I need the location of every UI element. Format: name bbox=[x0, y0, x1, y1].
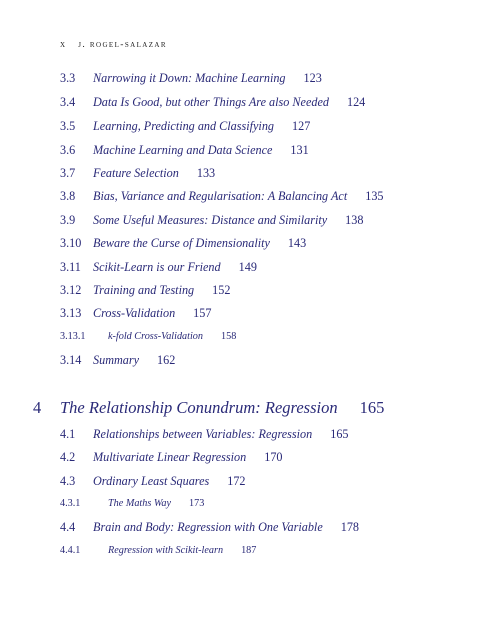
toc-entry-3-12[interactable] bbox=[60, 283, 230, 298]
subsection-number: 3.13.1 bbox=[60, 331, 86, 342]
toc-entry-4-4-1[interactable] bbox=[60, 545, 256, 556]
subsection-title[interactable]: The Maths Way bbox=[108, 498, 172, 509]
subsection-page[interactable]: 187 bbox=[241, 545, 257, 556]
section-number: 4.1 bbox=[60, 427, 76, 441]
section-title[interactable]: Bias, Variance and Regularisation: A Balancing Act bbox=[93, 189, 348, 203]
toc-entry-3-13-1[interactable] bbox=[60, 331, 236, 342]
toc-entry-3-4[interactable] bbox=[60, 95, 365, 110]
subsection-title[interactable]: Regression with Scikit-learn bbox=[108, 545, 224, 556]
section-page[interactable]: 143 bbox=[287, 236, 307, 250]
chapter-number: 4 bbox=[33, 398, 42, 417]
section-title[interactable]: Feature Selection bbox=[93, 166, 179, 180]
section-number: 3.8 bbox=[60, 189, 76, 203]
section-title[interactable]: Multivariate Linear Regression bbox=[93, 450, 247, 464]
author-name: j. rogel-salazar bbox=[78, 40, 167, 50]
section-number: 3.9 bbox=[60, 213, 76, 227]
toc-entry-3-8[interactable] bbox=[60, 189, 384, 204]
toc-entry-3-3[interactable] bbox=[60, 71, 322, 86]
section-page[interactable]: 165 bbox=[330, 427, 349, 441]
toc-entry-3-10[interactable] bbox=[60, 236, 306, 251]
section-title[interactable]: Summary bbox=[93, 353, 140, 367]
section-title[interactable]: Machine Learning and Data Science bbox=[93, 143, 273, 157]
running-head bbox=[60, 40, 167, 50]
section-number: 4.3 bbox=[60, 474, 76, 488]
section-number: 3.11 bbox=[60, 260, 81, 274]
section-page[interactable]: 123 bbox=[303, 71, 322, 85]
section-title[interactable]: Training and Testing bbox=[93, 283, 195, 297]
toc-entry-3-5[interactable] bbox=[60, 119, 310, 134]
section-title[interactable]: Relationships between Variables: Regression bbox=[93, 427, 313, 441]
section-number: 3.6 bbox=[60, 143, 76, 157]
section-number: 3.4 bbox=[60, 95, 76, 109]
subsection-page[interactable]: 158 bbox=[221, 331, 237, 342]
subsection-title[interactable]: k-fold Cross-Validation bbox=[108, 331, 203, 342]
toc-entry-3-9[interactable] bbox=[60, 213, 363, 228]
section-number: 3.10 bbox=[60, 236, 82, 250]
section-page[interactable]: 133 bbox=[196, 166, 216, 180]
section-number: 3.14 bbox=[60, 353, 82, 367]
section-number: 3.12 bbox=[60, 283, 82, 297]
toc-entry-4-2[interactable] bbox=[60, 450, 283, 465]
section-number: 3.5 bbox=[60, 119, 76, 133]
section-number: 4.2 bbox=[60, 450, 76, 464]
section-title[interactable]: Learning, Predicting and Classifying bbox=[93, 119, 275, 133]
section-page[interactable]: 178 bbox=[340, 520, 360, 534]
toc-entry-4-4[interactable] bbox=[60, 520, 359, 535]
toc-entry-3-13[interactable] bbox=[60, 306, 211, 321]
section-title[interactable]: Beware the Curse of Dimensionality bbox=[93, 236, 270, 250]
section-page[interactable]: 172 bbox=[227, 474, 246, 488]
chapter-title[interactable]: The Relationship Conundrum: Regression bbox=[60, 398, 338, 417]
section-title[interactable]: Narrowing it Down: Machine Learning bbox=[93, 71, 286, 85]
section-page[interactable]: 127 bbox=[292, 119, 311, 133]
section-title[interactable]: Scikit-Learn is our Friend bbox=[93, 260, 221, 274]
toc-entry-3-14[interactable] bbox=[60, 353, 175, 368]
section-page[interactable]: 152 bbox=[212, 283, 231, 297]
section-page[interactable]: 131 bbox=[290, 143, 309, 157]
section-title[interactable]: Brain and Body: Regression with One Variable bbox=[93, 520, 323, 534]
section-title[interactable]: Ordinary Least Squares bbox=[93, 474, 210, 488]
section-number: 3.3 bbox=[60, 71, 76, 85]
section-number: 3.7 bbox=[60, 166, 76, 180]
chapter-page[interactable]: 165 bbox=[359, 398, 385, 417]
section-number: 3.13 bbox=[60, 306, 82, 320]
toc-entry-3-7[interactable] bbox=[60, 166, 215, 181]
section-title[interactable]: Data Is Good, but other Things Are also Needed bbox=[93, 95, 329, 109]
section-page[interactable]: 162 bbox=[157, 353, 176, 367]
toc-entry-3-6[interactable] bbox=[60, 143, 309, 158]
section-number: 4.4 bbox=[60, 520, 76, 534]
section-page[interactable]: 170 bbox=[264, 450, 283, 464]
section-page[interactable]: 149 bbox=[238, 260, 257, 274]
section-page[interactable]: 124 bbox=[346, 95, 366, 109]
subsection-number: 4.3.1 bbox=[60, 498, 81, 509]
toc-entry-3-11[interactable] bbox=[60, 260, 257, 275]
section-title[interactable]: Cross-Validation bbox=[93, 306, 176, 320]
toc-entry-4-1[interactable] bbox=[60, 427, 349, 442]
toc-entry-4-3[interactable] bbox=[60, 474, 246, 489]
subsection-page[interactable]: 173 bbox=[189, 498, 205, 509]
subsection-number: 4.4.1 bbox=[60, 545, 81, 556]
page-number: x bbox=[60, 40, 67, 50]
toc-entry-4-3-1[interactable] bbox=[60, 498, 204, 509]
section-page[interactable]: 138 bbox=[345, 213, 364, 227]
section-page[interactable]: 157 bbox=[193, 306, 212, 320]
section-title[interactable]: Some Useful Measures: Distance and Similarity bbox=[93, 213, 328, 227]
toc-chapter-4[interactable] bbox=[33, 398, 384, 418]
section-page[interactable]: 135 bbox=[365, 189, 384, 203]
